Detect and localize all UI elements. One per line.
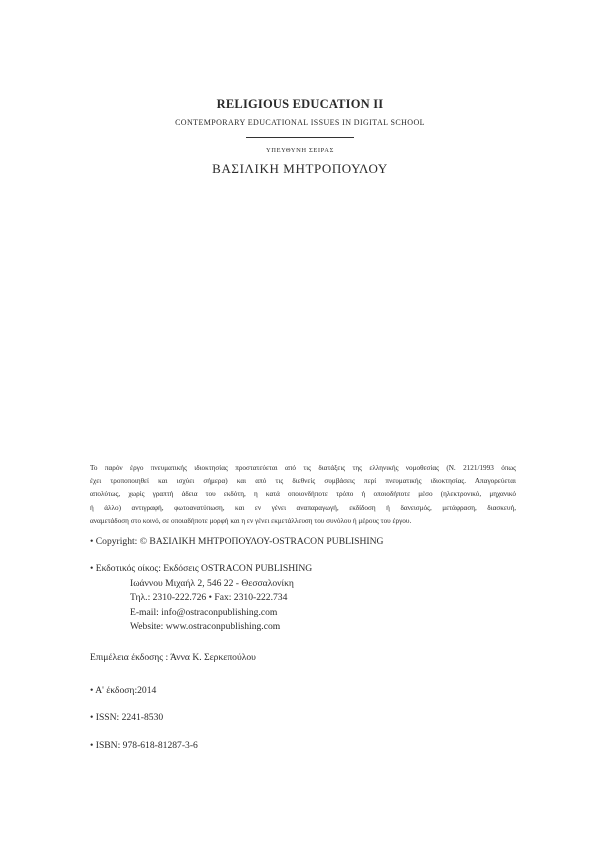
book-subtitle: CONTEMPORARY EDUCATIONAL ISSUES IN DIGITAL SCHOOL (175, 118, 425, 127)
copyright-line: • Copyright: © ΒΑΣΙΛΙΚΗ ΜΗΤΡΟΠΟΥΛΟΥ-OSTRACON PUBLISHING (90, 536, 384, 547)
title-block (0, 96, 600, 177)
series-editor-name: ΒΑΣΙΛΙΚΗ ΜΗΤΡΟΠΟΥΛΟΥ (212, 161, 388, 176)
copyright-notice-line: ή άλλο) αντιγραφή, φωτοανατύπωση, και εν γένει αναπαραγωγή, εκδίδοση ή δανεισμός, μετάφραση, διασκευή, (90, 503, 516, 512)
publisher-email: E-mail: info@ostraconpublishing.com (130, 606, 278, 618)
publisher-heading: • Εκδοτικός οίκος: Εκδόσεις OSTRACON PUBLISHING (90, 563, 313, 574)
series-editor-label: ΥΠΕΥΘΥΝΗ ΣΕΙΡΑΣ (266, 147, 334, 154)
publisher-address: Ιωάννου Μιχαήλ 2, 546 22 - Θεσσαλονίκη (130, 577, 294, 589)
issn-info: • ISSN: 2241-8530 (90, 712, 164, 723)
copyright-notice-line: αναμετάδοση στο κοινό, σε οποιαδήποτε μορφή και η εν γένει εκμετάλλευση του συνόλου ή μέρους του έργου. (90, 516, 412, 525)
divider-rule (246, 137, 354, 138)
book-title: RELIGIOUS EDUCATION II (216, 97, 384, 111)
publisher-phone: Τηλ.: 2310-222.726 • Fax: 2310-222.734 (130, 592, 288, 603)
edition-info: • Α' έκδοση:2014 (90, 685, 157, 696)
copyright-notice-line: έχει τροποποιηθεί και ισχύει σήμερα) και από τις διεθνείς συμβάσεις περί πνευματικής ιδιοκτησίας. Απαγορεύεται (90, 477, 516, 486)
copyright-notice-line: απολύτως, χωρίς γραπτή άδεια του εκδότη, η κατά οποιονδήποτε τρόπο ή οποιοδήποτε μέσο (ηλεκτρονικό, μηχανικό (90, 490, 516, 499)
copyright-notice-line: Το παρόν έργο πνευματικής ιδιοκτησίας προστατεύεται από τις διατάξεις της ελληνικής νομοθεσίας (Ν. 2121/1993 όπως (90, 464, 516, 472)
publisher-website: Website: www.ostraconpublishing.com (130, 621, 281, 632)
copyright-notice (90, 462, 516, 528)
isbn-info: • ISBN: 978-618-81287-3-6 (90, 740, 198, 751)
publisher-info (90, 562, 312, 635)
editorial-credit: Επιμέλεια έκδοσης : Άννα Κ. Σερκεπούλου (90, 652, 256, 663)
